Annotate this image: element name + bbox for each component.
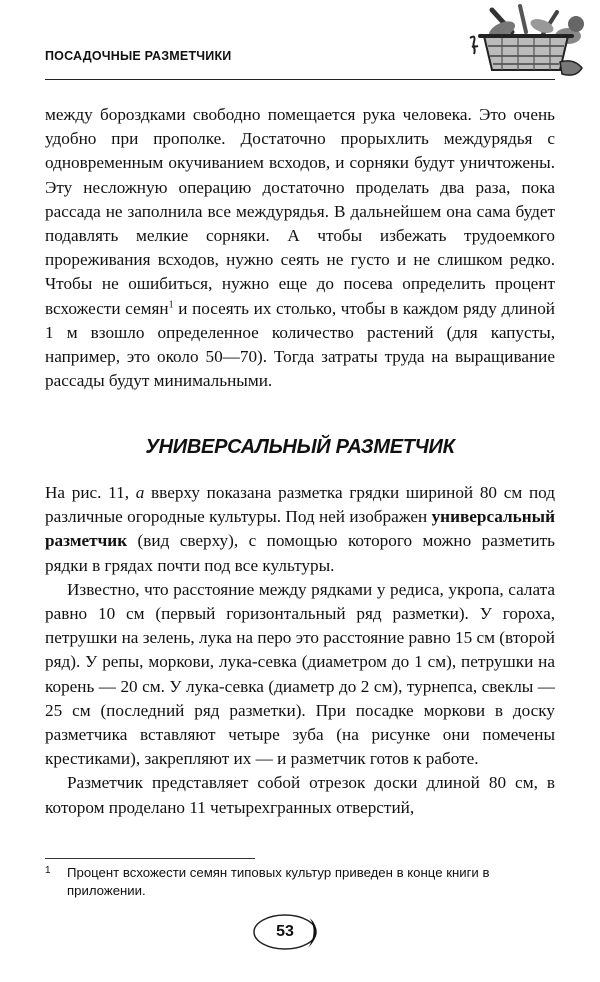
paragraph: На рис. 11, а вверху показана разметка грядки шириной 80 см под различные огородные культуры. Под ней изображен универсальный разметчик (вид сверху), с помощью которого можно разметить рядки в грядах почти под все культуры. <box>45 483 555 575</box>
paragraph: Известно, что расстояние между рядками у редиса, укропа, салата равно 10 см (первый горизонтальный ряд разметки). У гороха, петрушки на зелень, лука на перо это расстояние равно 15 см (второй ряд). У репы, моркови, лука-севка (диаметром до 1 см), петрушки на корень — 20 см. У лука-севка (диаметр до 2 см), турнепса, свеклы — 25 см (последний ряд разметки). При посадке моркови в доску разметчика вставляют четыре зуба (на рисунке они помечены крестиками), закрепляют их — и разметчик готов к работе. <box>45 579 555 769</box>
section-heading: УНИВЕРСАЛЬНЫЙ РАЗМЕТЧИК <box>145 436 455 458</box>
garden-basket-illustration <box>462 2 590 82</box>
figure-letter: а <box>135 483 145 502</box>
header-rule <box>45 79 555 80</box>
footnote-rule <box>45 858 255 859</box>
footnote-mark: 1 <box>45 865 51 876</box>
body-text-top <box>45 103 555 393</box>
page-number: 53 <box>276 923 294 940</box>
footnote-text: Процент всхожести семян типовых культур приведен в конце книги в приложении. <box>67 865 490 898</box>
paragraph: Разметчик представляет собой отрезок доски длиной 80 см, в котором проделано 11 четырехгранных отверстий, <box>45 773 555 817</box>
body-text-bottom <box>45 481 555 820</box>
running-head: ПОСАДОЧНЫЕ РАЗМЕТЧИКИ <box>45 49 232 63</box>
footnote-reference: 1 <box>168 298 174 310</box>
footnote <box>45 864 545 900</box>
page-number-badge <box>252 912 328 952</box>
paragraph: между бороздками свободно помещается рука человека. Это очень удобно при прополке. Достаточно прорыхлить междурядья с одновременным окучиванием всходов, и сорняки будут уничтожены. Эту несложную операцию достаточно проделать два раза, пока рассада не заполнила все междурядья. В дальнейшем она сама будет подавлять мелкие сорняки. А чтобы избежать трудоемкого прореживания всходов, нужно сеять не густо и не слишком редко. Чтобы не ошибиться, нужно еще до посева определить процент всхожести семян$^1$ и посеять их столько, чтобы в каждом ряду длиной 1 м взошло определенное количество растений (для капусты, например, это около 50—70). Тогда затраты труда на выращивание рассады будут минимальными. <box>45 105 555 391</box>
bold-term: универсальный разметчик <box>45 507 555 551</box>
